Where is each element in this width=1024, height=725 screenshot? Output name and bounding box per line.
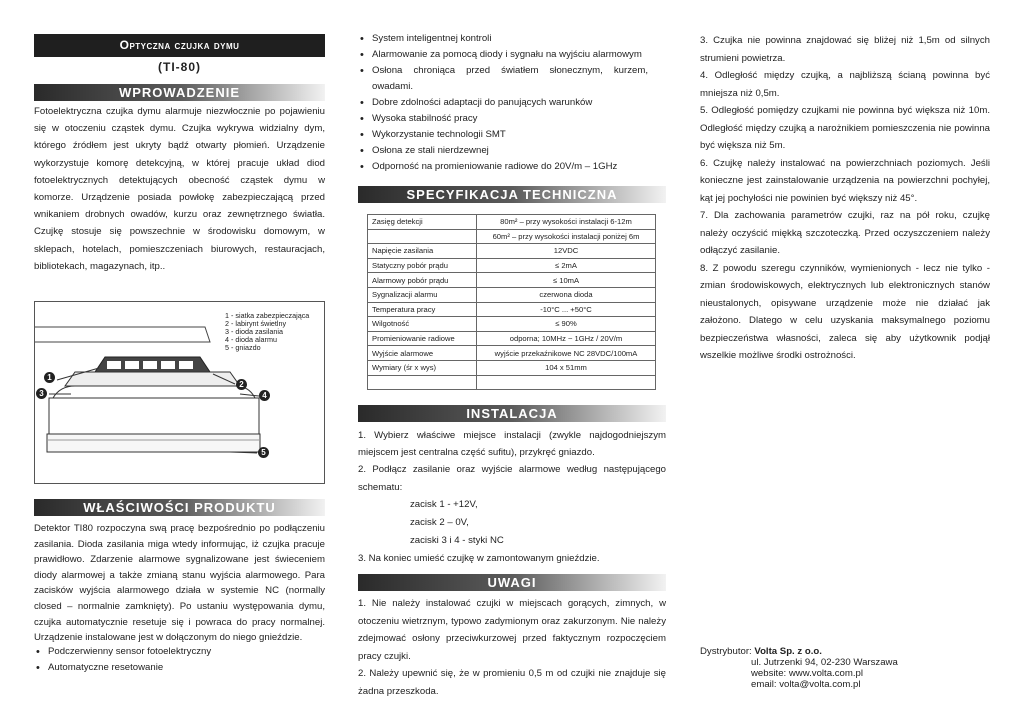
- spec-label: [368, 375, 477, 390]
- notes-list: [358, 595, 666, 700]
- spec-value: czerwona dioda: [477, 287, 656, 302]
- list-item: 7. Dla zachowania parametrów czujki, raz na pół roku, czujkę należy oczyścić miękką szczoteczką. Przed oczyszczeniem należy odłączyć zasilanie.: [700, 210, 990, 256]
- list-item: 8. Z powodu szeregu czynników, wymienionych - lecz nie tylko - zmian środowiskowych, elektrycznych lub elektronicznych stanów nieustalonych, opisywane urządzenie może nie działać jak założono. Dlatego w celu uzyskania maksymalnego poziomu bezpieczeństwa własności, zaleca się aby użytkownik podjął wszelkie możliwe środki ostrożności.: [700, 262, 990, 361]
- table-row: [368, 375, 656, 390]
- terminal-3: zaciski 3 i 4 - styki NC: [410, 534, 504, 546]
- document-title: [34, 34, 325, 57]
- section-heading-install: INSTALACJA: [358, 405, 666, 422]
- install-step-2: 2. Podłącz zasilanie oraz wyjście alarmowe według następującego schematu:: [358, 464, 666, 493]
- callout-3: 3: [36, 388, 47, 399]
- install-step-1: 1. Wybierz właściwe miejsce instalacji (zwykle najdogodniejszym miejscem jest centralna część sufitu), przykręć gniazdo.: [358, 430, 666, 459]
- spec-value: 12VDC: [477, 244, 656, 259]
- list-item: 5. Odległość pomiędzy czujkami nie powinna być większa niż 10m. Odległość między czujką a narożnikiem pomieszczenia nie powinna być większa niż 5m.: [700, 105, 990, 151]
- list-item: 4. Odległość między czujką, a najbliższą ścianą powinna być mniejsza niż 0,5m.: [700, 70, 990, 99]
- callout-5: 5: [258, 447, 269, 458]
- list-item: • Osłona ze stali nierdzewnej: [358, 143, 648, 159]
- features-bullets: [34, 644, 325, 676]
- spec-value: [477, 375, 656, 390]
- spec-value: 104 x 51mm: [477, 360, 656, 375]
- legend-item: 4 - dioda alarmu: [225, 335, 277, 344]
- table-row: [368, 360, 656, 375]
- list-item: • Automatyczne resetowanie: [34, 660, 325, 676]
- table-row: [368, 346, 656, 361]
- spec-value: ≤ 90%: [477, 317, 656, 332]
- table-row: [368, 317, 656, 332]
- spec-label: [368, 229, 477, 244]
- spec-label: Napięcie zasilania: [368, 244, 477, 259]
- section-heading-features: WŁAŚCIWOŚCI PRODUKTU: [34, 499, 325, 516]
- install-step-3: 3. Na koniec umieść czujkę w zamontowanym gnieździe.: [358, 552, 600, 564]
- list-item: 1. Nie należy instalować czujki w miejscach gorących, zimnych, w otoczeniu wietrznym, typowo zadymionym oraz zakurzonym. Nie należy zdejmować osłony przeciwkurzowej przed faktycznym rozpoczęciem pracy czujki.: [358, 598, 666, 662]
- model-label: (TI-80): [158, 60, 201, 74]
- feature-list: [358, 31, 648, 175]
- callout-2: 2: [236, 379, 247, 390]
- terminal-1: zacisk 1 - +12V,: [410, 498, 478, 510]
- legend-list: [225, 312, 309, 352]
- spec-label: Wyjście alarmowe: [368, 346, 477, 361]
- spec-label: Temperatura pracy: [368, 302, 477, 317]
- distributor-email[interactable]: email: volta@volta.com.pl: [751, 679, 861, 690]
- distributor-address: ul. Jutrzenki 94, 02-230 Warszawa: [751, 657, 898, 668]
- callout-1: 1: [44, 372, 55, 383]
- legend-item: 5 - gniazdo: [225, 343, 261, 352]
- notes-list-continued: [700, 32, 990, 365]
- list-item: • Dobre zdolności adaptacji do panujących warunków: [358, 95, 648, 111]
- features-text: Detektor TI80 rozpoczyna swą pracę bezpośrednio po podłączeniu zasilania. Dioda zasilania miga wtedy informując, iż czujka pracuje prawidłowo. Zdarzenie alarmowe sygnalizowane jest świeceniem diody alarmowej a także zmianą stanu wyjścia alarmowego. Para zacisków wyjścia alarmowego działa w systemie NC (normally closed – normalnie zamknięty). Po ustaniu występowania dymu, czujka automatycznie resetuje się i powraca do pracy normalnej. Urządzenie instalowane jest w dołączonym do niego gnieździe.: [34, 523, 325, 644]
- spec-value: ≤ 10mA: [477, 273, 656, 288]
- distributor-website[interactable]: website: www.volta.com.pl: [751, 668, 863, 679]
- intro-text: Fotoelektryczna czujka dymu alarmuje niezwłocznie po pojawieniu się w otoczeniu cząstek dymu. Czujka wykrywa widzialny dym, którego źródłem jest ukryty bądź otwarty płomień. Urządzenie wykorzystuje komorę detekcyjną, w której pracuje układ diod fotoelektrycznych detektujących obecność cząstek dymu w komorze. Urządzenie posiada powłokę zabezpieczającą przed wnikaniem drobnych owadów, kurzu oraz zewnętrznego światła. Czujkę stosuje się powszechnie w środowisku domowym, w sklepach, hotelach, pomieszczeniach biurowych, restauracjach, bibliotekach, magazynach, itp..: [34, 106, 325, 272]
- table-row: [368, 302, 656, 317]
- legend-item: 2 - labirynt świetlny: [225, 319, 287, 328]
- list-item: • Wykorzystanie technologii SMT: [358, 127, 648, 143]
- spec-label: Alarmowy pobór prądu: [368, 273, 477, 288]
- spec-label: Sygnalizacji alarmu: [368, 287, 477, 302]
- terminal-2: zacisk 2 – 0V,: [410, 516, 469, 528]
- distributor-name: Volta Sp. z o.o.: [754, 646, 822, 657]
- spec-label: Promieniowanie radiowe: [368, 331, 477, 346]
- list-item: 3. Czujka nie powinna znajdować się bliżej niż 1,5m od silnych strumieni powietrza.: [700, 35, 990, 64]
- title-text: Optyczna czujka dymu: [119, 38, 240, 52]
- spec-value: -10°C ... +50°C: [477, 302, 656, 317]
- spec-label: Statyczny pobór prądu: [368, 258, 477, 273]
- list-item: • Alarmowanie za pomocą diody i sygnału na wyjściu alarmowym: [358, 47, 648, 63]
- list-item: • System inteligentnej kontroli: [358, 31, 648, 47]
- callout-4: 4: [259, 390, 270, 401]
- distributor-label: Dystrybutor:: [700, 646, 752, 657]
- section-heading-notes: UWAGI: [358, 574, 666, 591]
- table-row: [368, 287, 656, 302]
- list-item: • Odporność na promieniowanie radiowe do 20V/m – 1GHz: [358, 159, 648, 175]
- spec-value: ≤ 2mA: [477, 258, 656, 273]
- list-item: 2. Należy upewnić się, że w promieniu 0,5 m od czujki nie znajduje się żadna przeszkoda.: [358, 668, 666, 697]
- spec-label: Wilgotność: [368, 317, 477, 332]
- table-row: [368, 244, 656, 259]
- detector-drawing: [34, 301, 325, 484]
- table-row: [368, 215, 656, 230]
- install-section: [358, 427, 666, 567]
- list-item: 6. Czujkę należy instalować na powierzchniach poziomych. Jeśli konieczne jest zainstalowanie urządzenia na powierzchni pochyłej, kąt jej pochyłości nie powinien być większy niż 45°.: [700, 157, 990, 204]
- spec-value: odporna; 10MHz ~ 1GHz / 20V/m: [477, 331, 656, 346]
- table-row: [368, 258, 656, 273]
- distributor-block: [700, 646, 990, 690]
- spec-table: [367, 214, 656, 390]
- table-row: [368, 331, 656, 346]
- spec-label: Wymiary (śr x wys): [368, 360, 477, 375]
- spec-value: 60m² – przy wysokości instalacji poniżej 6m: [477, 229, 656, 244]
- table-row: [368, 273, 656, 288]
- section-heading-intro: WPROWADZENIE: [34, 84, 325, 101]
- legend-item: 1 - siatka zabezpieczająca: [225, 311, 310, 320]
- list-item: • Osłona chroniąca przed światłem słonecznym, kurzem, owadami.: [358, 63, 648, 95]
- list-item: • Wysoka stabilność pracy: [358, 111, 648, 127]
- legend-item: 3 - dioda zasilania: [225, 327, 283, 336]
- spec-label: Zasięg detekcji: [368, 215, 477, 230]
- spec-value: wyjście przekaźnikowe NC 28VDC/100mA: [477, 346, 656, 361]
- table-row: [368, 229, 656, 244]
- section-heading-spec: SPECYFIKACJA TECHNICZNA: [358, 186, 666, 203]
- list-item: • Podczerwienny sensor fotoelektryczny: [34, 644, 325, 660]
- spec-value: 80m² – przy wysokości instalacji 6-12m: [477, 215, 656, 230]
